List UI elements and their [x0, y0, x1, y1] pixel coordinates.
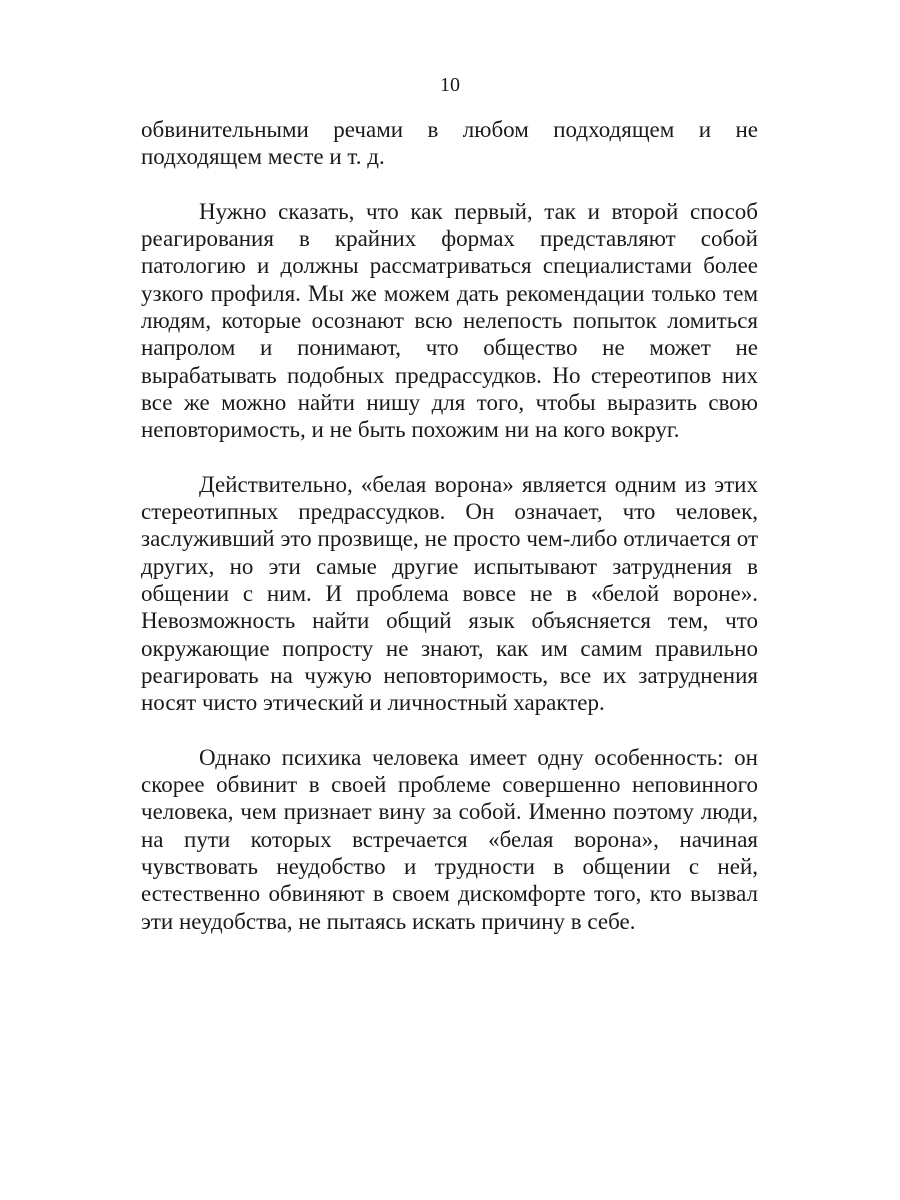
paragraph: Однако психика человека имеет одну особенность: он скорее обвинит в своей проблеме совершенно неповинного человека, чем признает вину за собой. Именно поэтому люди, на пути которых встречается «белая ворона», начиная чувствовать неудобство и трудности в общении с ней, естественно обвиняют в своем дискомфорте того, кто вызвал эти неудобства, не пытаясь искать причину в себе. [141, 744, 758, 934]
text-body [141, 116, 758, 962]
page-number: 10 [440, 74, 460, 96]
paragraph: Нужно сказать, что как первый, так и второй способ реагирования в крайних формах представляют собой патологию и должны рассматриваться специалистами более узкого профиля. Мы же можем дать рекомендации только тем людям, которые осознают всю нелепость попыток ломиться напролом и понимают, что общество не может не вырабатывать подобных предрассудков. Но стереотипов них все же можно найти нишу для того, чтобы выразить свою неповторимость, и не быть похожим ни на кого вокруг. [141, 198, 758, 443]
paragraph: Действительно, «белая ворона» является одним из этих стереотипных предрассудков. Он означает, что человек, заслуживший это прозвище, не просто чем-либо отличается от других, но эти самые другие испытывают затруднения в общении с ним. И проблема вовсе не в «белой вороне». Невозможность найти общий язык объясняется тем, что окружающие попросту не знают, как им самим правильно реагировать на чужую неповторимость, все их затруднения носят чисто этический и личностный характер. [141, 471, 758, 716]
paragraph-continuation: обвинительными речами в любом подходящем и не подходящем месте и т. д. [141, 117, 758, 170]
